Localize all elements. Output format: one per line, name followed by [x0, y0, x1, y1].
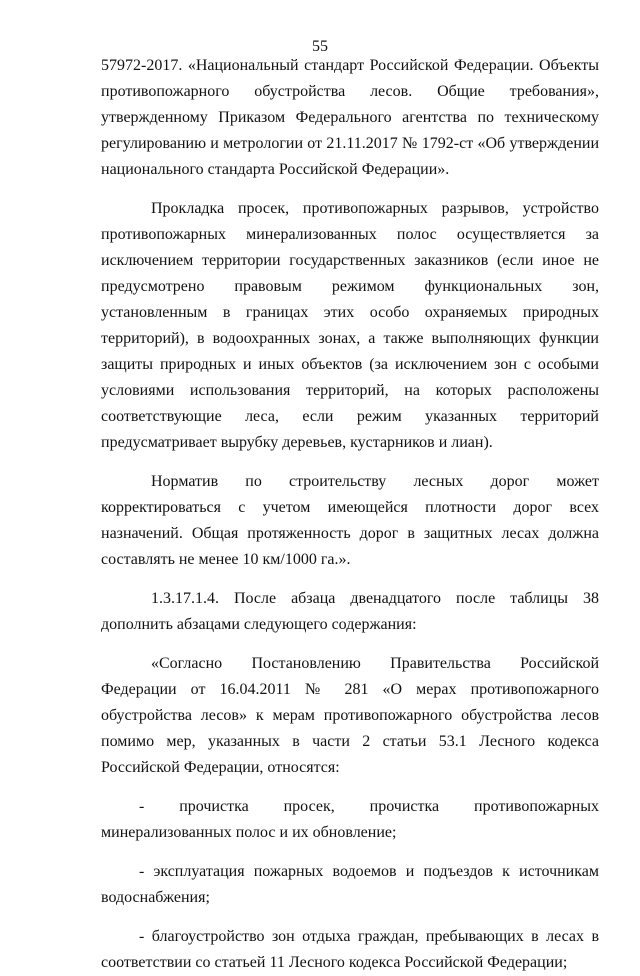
list-item-recreation-zones: - благоустройство зон отдыха граждан, пребывающих в лесах в соответствии со статьей 11 Лесного кодекса Российской Федерации; [101, 928, 599, 971]
paragraph-standard-reference: 57972-2017. «Национальный стандарт Российской Федерации. Объекты противопожарного обустройства лесов. Общие требования», утвержденному Приказом Федерального агентства по техническому регулированию и метрологии от 21.11.2017 № 1792-ст «Об утверждении национального стандарта Российской Федерации». [101, 57, 599, 178]
paragraph-amendment-clause: 1.3.17.1.4. После абзаца двенадцатого после таблицы 38 дополнить абзацами следующего содержания: [101, 590, 599, 633]
list-item-clearing-maintenance: - прочистка просек, прочистка противопожарных минерализованных полос и их обновление; [101, 798, 599, 841]
list-item-fire-reservoirs: - эксплуатация пожарных водоемов и подъездов к источникам водоснабжения; [101, 863, 599, 906]
document-body [101, 53, 599, 976]
paragraph-forest-roads-norm: Норматив по строительству лесных дорог может корректироваться с учетом имеющейся плотности дорог всех назначений. Общая протяженность дорог в защитных лесах должна составлять не менее 10 км/1000 га.». [101, 473, 599, 568]
page-number: 55 [312, 38, 328, 55]
paragraph-government-decree: «Согласно Постановлению Правительства Российской Федерации от 16.04.2011 № 281 «О мерах противопожарного обустройства лесов» к мерам противопожарного обустройства лесов помимо мер, указанных в части 2 статьи 53.1 Лесного кодекса Российской Федерации, относятся: [101, 655, 599, 776]
paragraph-clearings-rules: Прокладка просек, противопожарных разрывов, устройство противопожарных минерализованных полос осуществляется за исключением территории государственных заказников (если иное не предусмотрено правовым режимом функциональных зон, установленным в границах этих особо охраняемых природных территорий), в водоохранных зонах, а также выполняющих функции защиты природных и иных объектов (за исключением зон с особыми условиями использования территорий, на которых расположены соответствующие леса, если режим указанных территорий предусматривает вырубку деревьев, кустарников и лиан). [101, 200, 599, 451]
